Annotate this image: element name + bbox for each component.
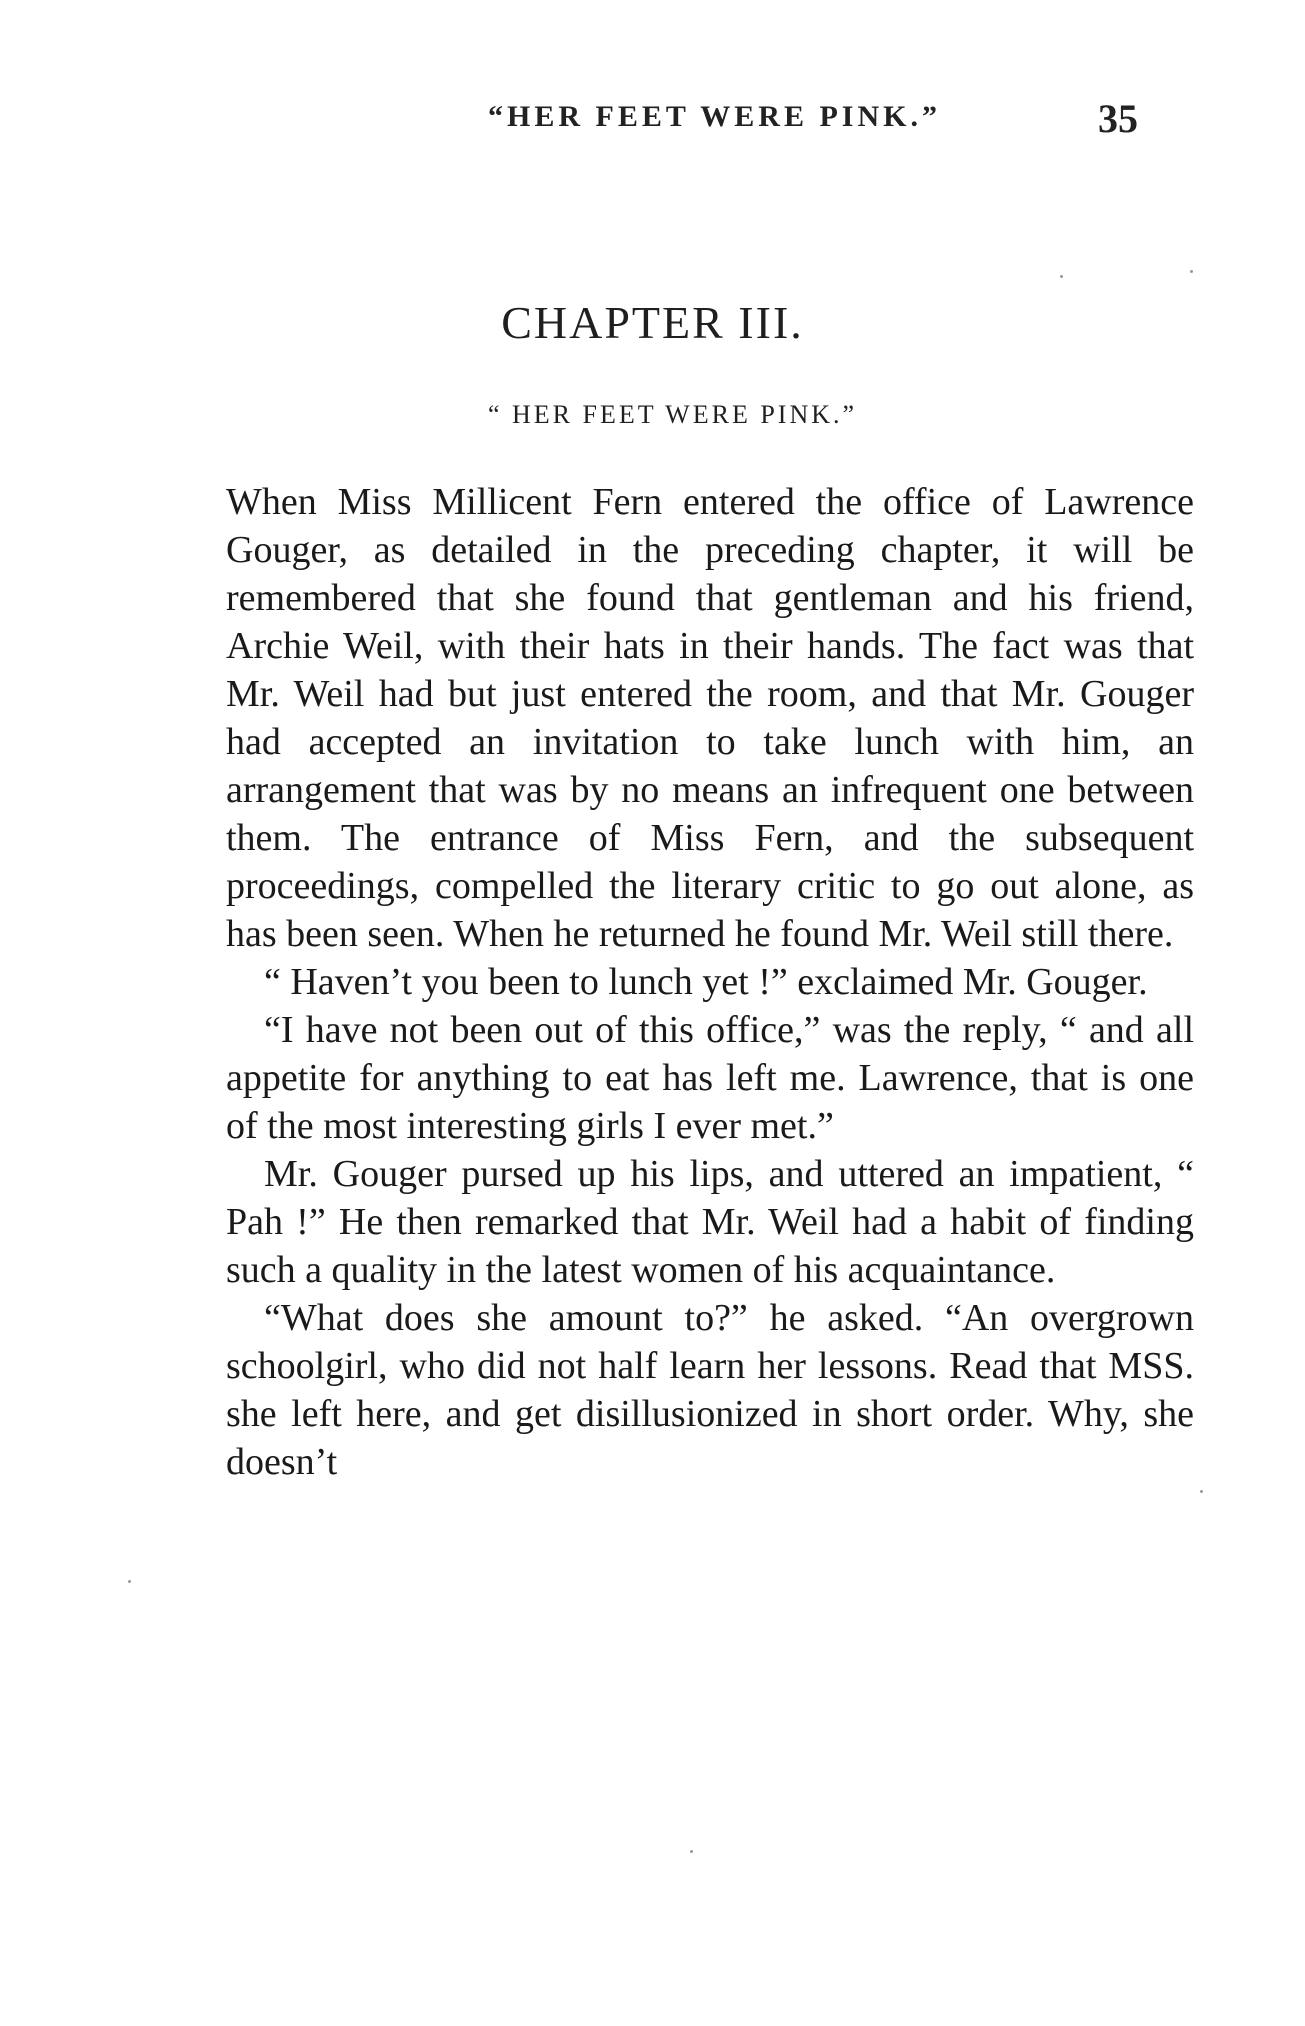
body-text bbox=[226, 478, 1194, 1486]
paragraph: “What does she amount to?” he asked. “An overgrown schoolgirl, who did not half learn her lessons. Read that MSS. she left here, and get disillusionized in short order. Why, she doesn’t bbox=[226, 1297, 1194, 1483]
paragraph: Mr. Gouger pursed up his lips, and uttered an impatient, “ Pah !” He then remarked that Mr. Weil had a habit of finding such a quality in the latest women of his acquaintance. bbox=[226, 1153, 1194, 1291]
paragraph: “ Haven’t you been to lunch yet !” exclaimed Mr. Gouger. bbox=[264, 961, 1148, 1003]
scan-speck bbox=[1200, 1490, 1203, 1493]
chapter-heading: CHAPTER III. bbox=[501, 297, 804, 348]
chapter-subtitle: “ HER FEET WERE PINK.” bbox=[487, 400, 858, 429]
paragraph: When Miss Millicent Fern entered the office of Lawrence Gouger, as detailed in the preceding chapter, it will be remembered that she found that gentleman and his friend, Archie Weil, with their hats in their hands. The fact was that Mr. Weil had but just entered the room, and that Mr. Gouger had accepted an invitation to take lunch with him, an arrangement that was by no means an infrequent one between them. The entrance of Miss Fern, and the subsequent proceedings, compelled the literary critic to go out alone, as has been seen. When he returned he found Mr. Weil still there. bbox=[226, 481, 1194, 955]
paragraph: “I have not been out of this office,” was the reply, “ and all appetite for anything to eat has left me. Lawrence, that is one of the most interesting girls I ever met.” bbox=[226, 1009, 1194, 1147]
page-number: 35 bbox=[1098, 96, 1138, 141]
scan-speck bbox=[1060, 275, 1063, 278]
scan-speck bbox=[128, 1580, 131, 1583]
scan-speck bbox=[1190, 270, 1193, 273]
running-head: “HER FEET WERE PINK.” bbox=[488, 100, 941, 133]
scan-speck bbox=[690, 1850, 693, 1853]
